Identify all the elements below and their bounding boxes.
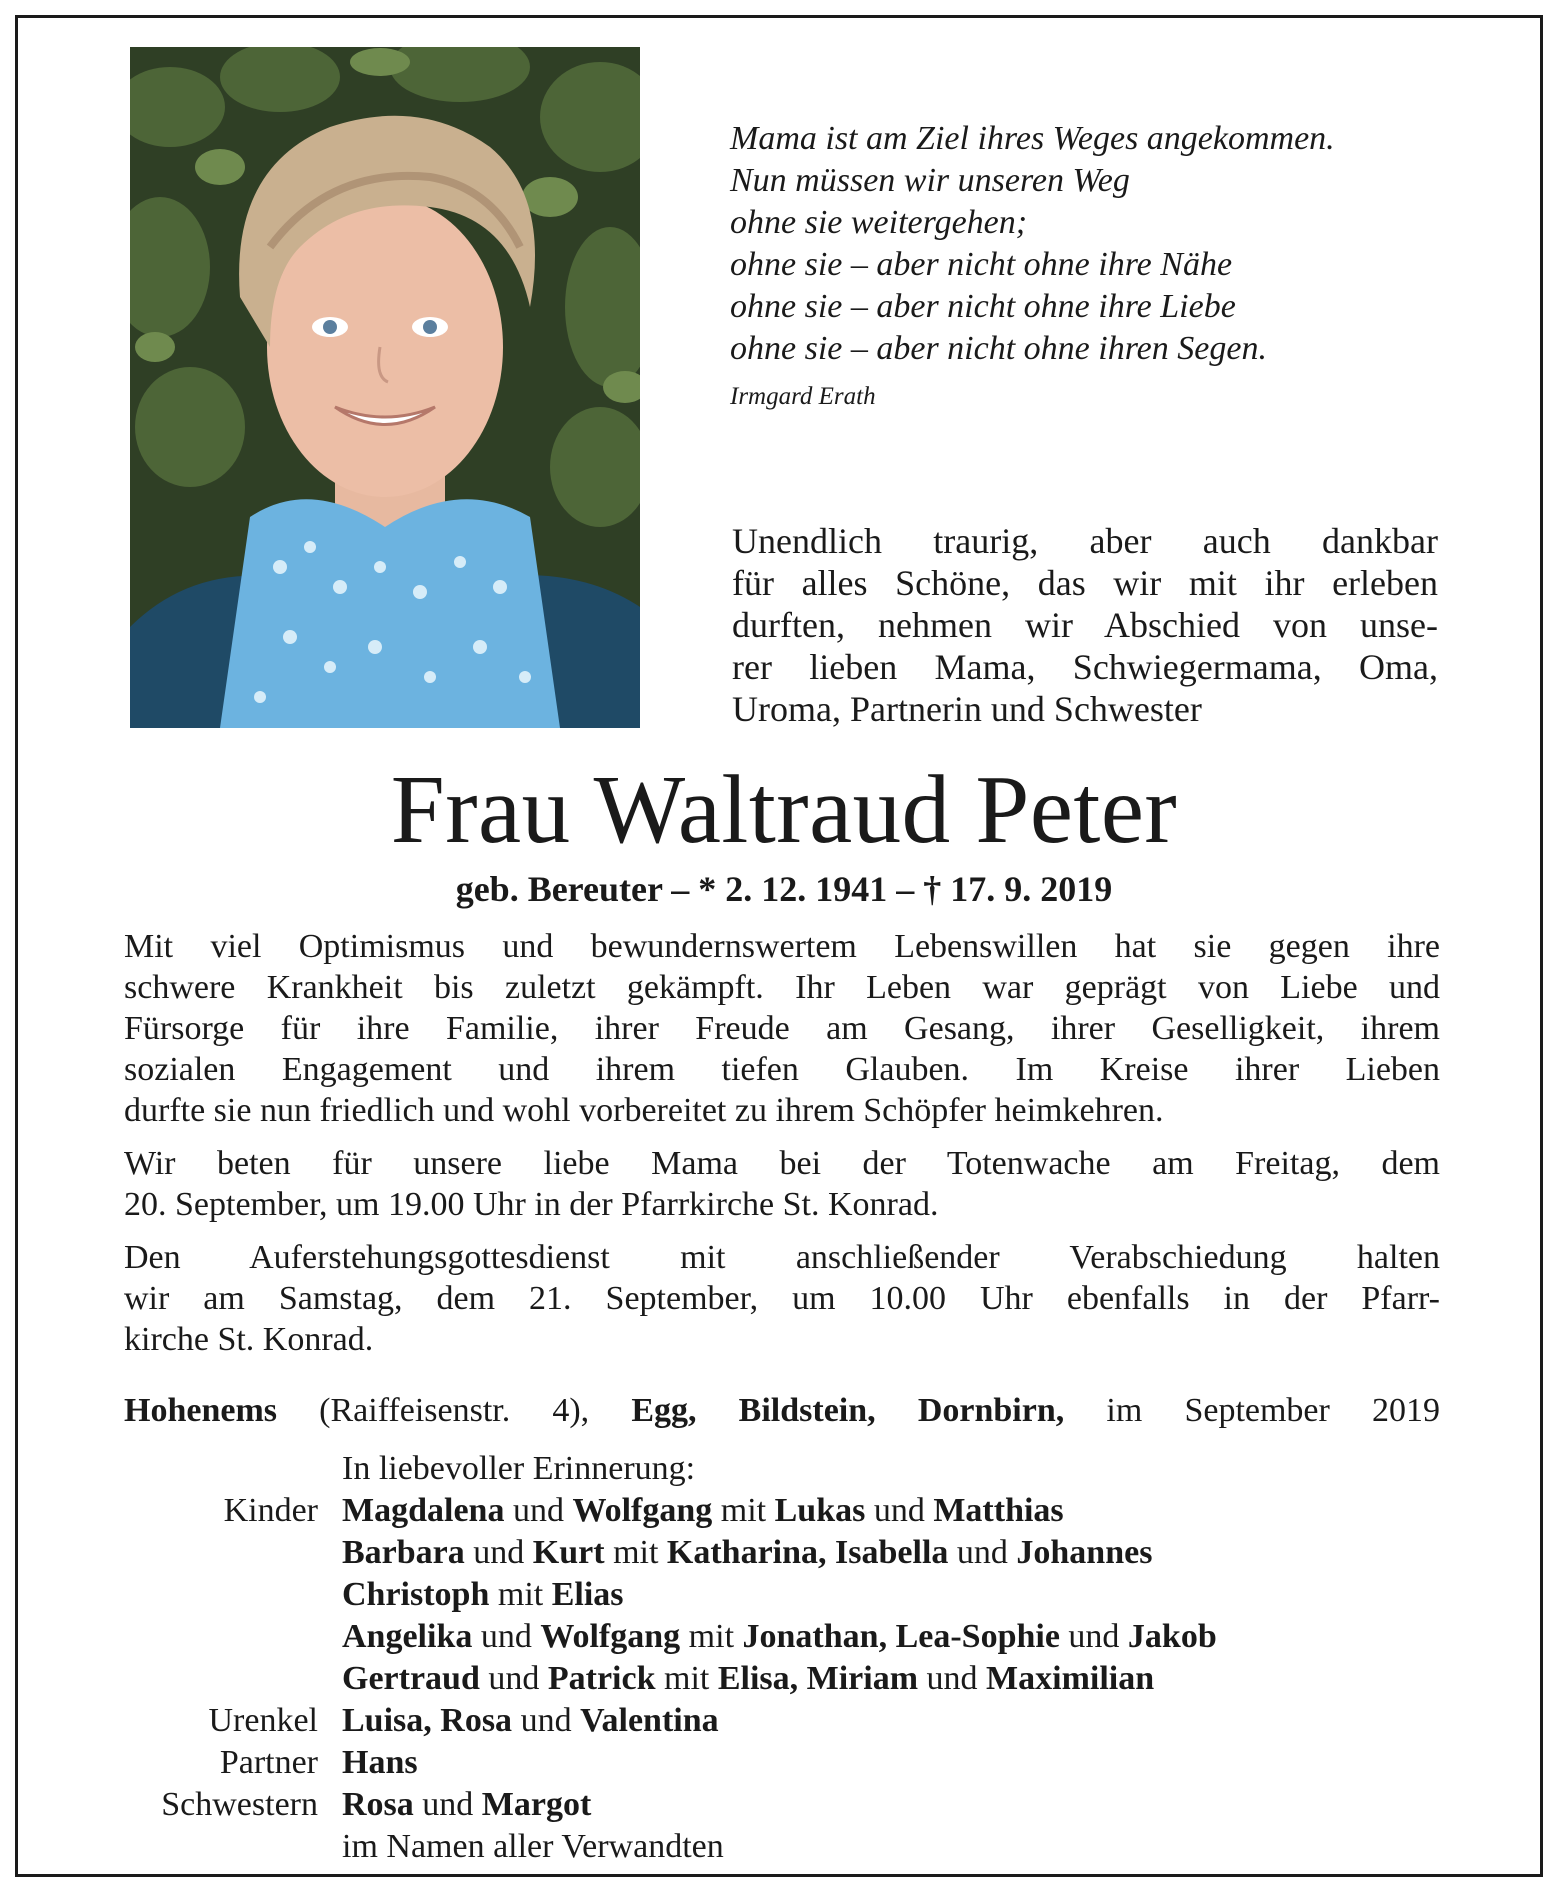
connector: und [504,1492,573,1529]
life-dates: geb. Bereuter – * 2. 12. 1941 – † 17. 9. 2019 [455,869,1113,909]
family-row-kinder-5 [124,1658,1464,1700]
poem-line: ohne sie – aber nicht ohne ihre Liebe [730,288,1236,325]
intro-line: durften, nehmen wir Abschied von unse- [732,605,1438,645]
member-name: Christoph [342,1576,490,1613]
body-line: wir am Samstag, dem 21. September, um 10.00 Uhr ebenfalls in der Pfarr- [124,1280,1440,1317]
member-name: Gertraud [342,1660,480,1697]
deceased-name: Frau Waltraud Peter [390,756,1178,863]
connector: und [479,1660,548,1697]
member-name: Luisa, Rosa [342,1702,513,1739]
member-name: Patrick [547,1660,656,1697]
body-line: durfte sie nun friedlich und wohl vorbereitet zu ihrem Schöpfer heimkehren. [124,1092,1164,1129]
intro-line: Uroma, Partnerin und Schwester [732,689,1202,729]
connector: und [948,1534,1017,1571]
intro-line: für alles Schöne, das wir mit ihr erleben [732,563,1438,603]
member-name: Lukas [774,1492,866,1529]
member-name: Wolfgang [540,1618,681,1655]
member-name: Hans [342,1744,418,1781]
poem-line: ohne sie – aber nicht ohne ihren Segen. [730,330,1267,367]
member-name: Maximilian [986,1660,1155,1697]
body-line: Mit viel Optimismus und bewundernswertem Lebenswillen hat sie gegen ihre [124,928,1440,965]
body-line: Fürsorge für ihre Familie, ihrer Freude am Gesang, ihrer Geselligkeit, ihrem [124,1010,1440,1047]
family-row-partner [124,1742,1464,1784]
poem [730,118,1450,412]
poem-line: Mama ist am Ziel ihres Weges angekommen. [730,120,1335,157]
portrait-photo [130,47,640,728]
member-name: Valentina [580,1702,719,1739]
connector: und [865,1492,934,1529]
role-label: Partner [219,1744,318,1781]
family-row-urenkel [124,1700,1464,1742]
family-intro: In liebevoller Erinnerung: [342,1450,696,1487]
connector: mit [604,1534,667,1571]
member-name: Elisa, Miriam [717,1660,919,1697]
place-address: (Raiffeisenstr. 4), [319,1392,590,1429]
connector: mit [489,1576,552,1613]
member-name: Katharina, Isabella [666,1534,949,1571]
role-label: Schwestern [161,1786,318,1823]
member-name: Jakob [1127,1618,1217,1655]
member-name: Margot [481,1786,592,1823]
paragraph-service [124,1237,1440,1360]
member-name: Barbara [342,1534,465,1571]
paragraph-life [124,926,1440,1131]
connector: und [512,1702,581,1739]
place-date: im September 2019 [1106,1392,1440,1429]
member-name: Johannes [1016,1534,1153,1571]
connector: und [464,1534,533,1571]
poem-line: Nun müssen wir unseren Weg [730,162,1130,199]
role-label: Urenkel [208,1702,318,1739]
connector: mit [712,1492,775,1529]
place-towns: Egg, Bildstein, Dornbirn, [631,1392,1065,1429]
family-closing-row [124,1826,1464,1868]
member-name: Angelika [342,1618,473,1655]
body-line: schwere Krankheit bis zuletzt gekämpft. Ihr Leben war geprägt von Liebe und [124,969,1440,1006]
member-name: Matthias [933,1492,1064,1529]
member-name: Wolfgang [572,1492,713,1529]
family-intro-row [124,1448,1464,1490]
family-row-kinder-4 [124,1616,1464,1658]
family-closing: im Namen aller Verwandten [342,1828,724,1865]
place-date-line [124,1390,1440,1431]
obituary-body [124,926,1440,1372]
body-line: Wir beten für unsere liebe Mama bei der Totenwache am Freitag, dem [124,1145,1440,1182]
family-row-kinder [124,1490,1464,1532]
member-name: Jonathan, Lea-Sophie [742,1618,1060,1655]
body-line: kirche St. Konrad. [124,1321,374,1358]
connector: und [1059,1618,1128,1655]
intro-text [732,520,1438,730]
intro-line: Unendlich traurig, aber auch dankbar [732,521,1438,561]
family-row-schwestern [124,1784,1464,1826]
body-line: sozialen Engagement und ihrem tiefen Glauben. Im Kreise ihrer Lieben [124,1051,1440,1088]
intro-line: rer lieben Mama, Schwiegermama, Oma, [732,647,1438,687]
body-line: 20. September, um 19.00 Uhr in der Pfarrkirche St. Konrad. [124,1186,939,1223]
paragraph-vigil [124,1143,1440,1225]
connector: mit [680,1618,743,1655]
connector: und [472,1618,541,1655]
member-name: Kurt [532,1534,605,1571]
family-row-kinder-3 [124,1574,1464,1616]
body-line: Den Auferstehungsgottesdienst mit anschließender Verabschiedung halten [124,1239,1440,1276]
connector: und [918,1660,987,1697]
member-name: Elias [551,1576,624,1613]
family-list [124,1448,1464,1868]
role-label: Kinder [223,1492,318,1529]
poem-author: Irmgard Erath [730,383,876,410]
connector: und [413,1786,482,1823]
member-name: Rosa [342,1786,414,1823]
connector: mit [655,1660,718,1697]
member-name: Magdalena [342,1492,505,1529]
family-row-kinder-2 [124,1532,1464,1574]
poem-line: ohne sie weitergehen; [730,204,1028,241]
poem-line: ohne sie – aber nicht ohne ihre Nähe [730,246,1233,283]
place-hohenems: Hohenems [124,1392,277,1429]
